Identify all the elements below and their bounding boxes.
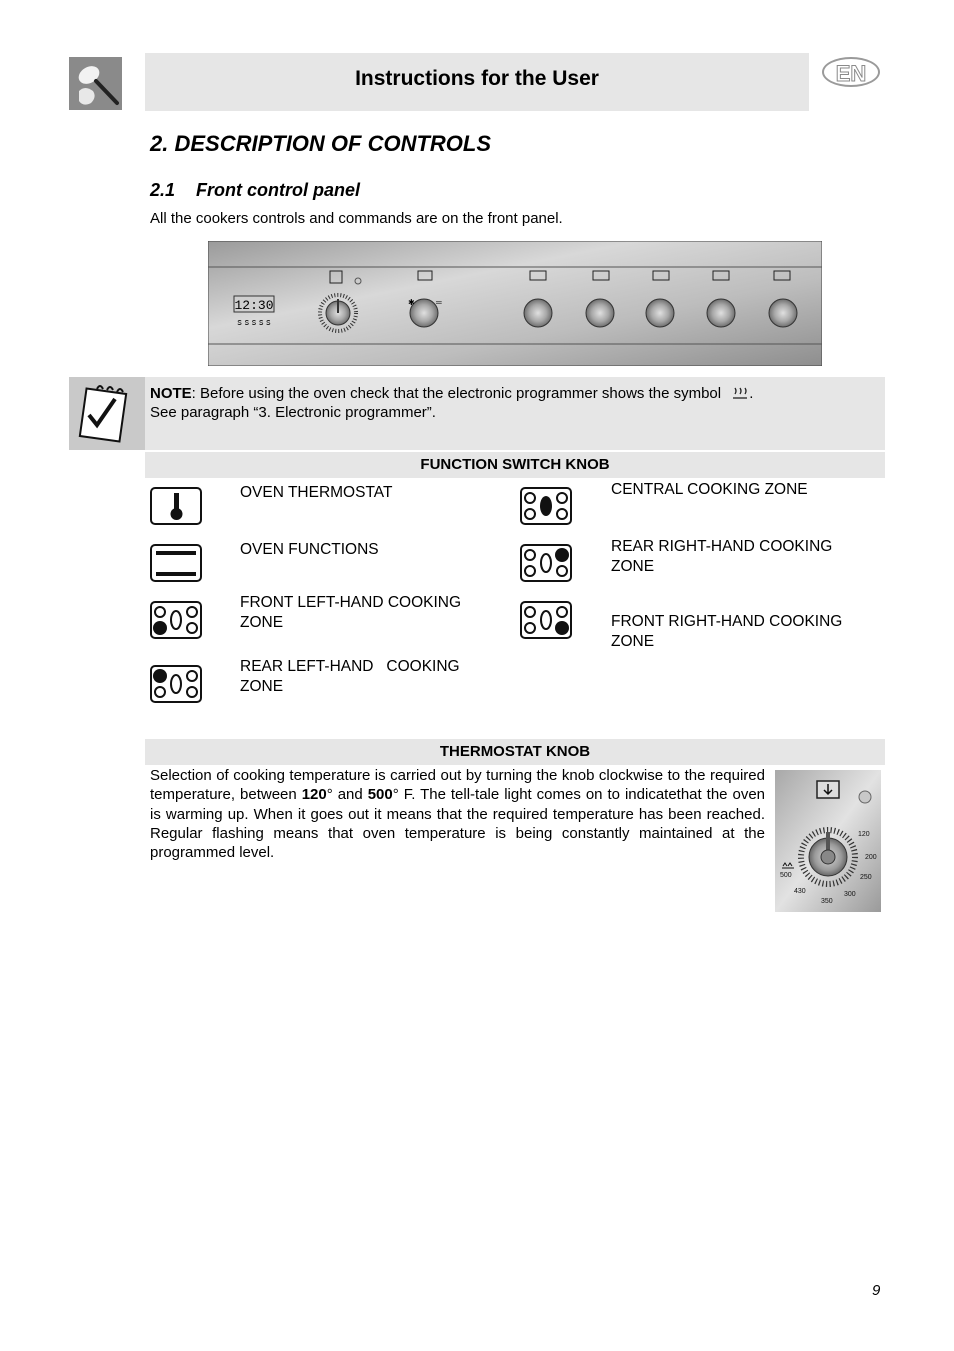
- intro-text: All the cookers controls and commands are on the front panel.: [150, 210, 563, 227]
- subsection-title: [150, 180, 360, 201]
- function-switch-heading: FUNCTION SWITCH KNOB: [145, 452, 885, 478]
- svg-text:ꜱ ꜱ ꜱ ꜱ ꜱ: ꜱ ꜱ ꜱ ꜱ ꜱ: [237, 317, 271, 327]
- scale-300: 300: [844, 891, 856, 898]
- label-central-zone: CENTRAL COOKING ZONE: [611, 481, 808, 498]
- scale-120: 120: [858, 831, 870, 838]
- notepad-check-icon: [69, 377, 145, 450]
- central-zone-icon: [520, 487, 572, 525]
- thermostat-knob-illustration: [775, 770, 881, 912]
- scale-250: 250: [860, 874, 872, 881]
- front-left-zone-icon: [150, 601, 202, 639]
- label-oven-thermostat: OVEN THERMOSTAT: [240, 484, 393, 501]
- scale-430: 430: [794, 888, 806, 895]
- thermostat-max: 500: [367, 786, 393, 804]
- subsection-label: Front control panel: [196, 180, 360, 200]
- thermometer-icon: [150, 487, 202, 525]
- thermostat-heading: THERMOSTAT KNOB: [145, 739, 885, 765]
- svg-text:✱: ✱: [408, 298, 415, 307]
- label-oven-functions: OVEN FUNCTIONS: [240, 541, 379, 558]
- thermostat-min: 120: [301, 786, 327, 804]
- scale-350: 350: [821, 898, 833, 905]
- thermostat-description: [150, 766, 765, 862]
- svg-text:═: ═: [436, 298, 442, 307]
- language-badge: EN: [822, 57, 880, 87]
- note-end: .: [749, 385, 754, 402]
- oven-icon: [150, 544, 202, 582]
- rear-left-zone-icon: [150, 665, 202, 703]
- label-front-left-zone: FRONT LEFT-HAND COOKING ZONE: [240, 594, 462, 631]
- page-number: 9: [872, 1282, 881, 1299]
- note-line2: See paragraph “3. Electronic programmer”.: [150, 404, 436, 421]
- scale-200: 200: [865, 854, 877, 861]
- note-label: NOTE: [150, 385, 192, 402]
- front-right-zone-icon: [520, 601, 572, 639]
- note-text: [150, 384, 753, 422]
- subsection-number: 2.1: [150, 180, 176, 200]
- thermostat-text-2: ° and: [326, 786, 368, 804]
- label-front-right-zone: FRONT RIGHT-HAND COOKING ZONE: [611, 613, 843, 650]
- label-rear-right-zone: REAR RIGHT-HAND COOKING ZONE: [611, 538, 833, 575]
- page-header-title: Instructions for the User: [355, 67, 599, 90]
- front-control-panel-illustration: [208, 241, 822, 366]
- thermostat-text-1: Selection of cooking temperature is carried out by turning the knob clockwise to the required temperature, between: [150, 767, 765, 804]
- chef-spoon-icon: [69, 57, 122, 110]
- rear-right-zone-icon: [520, 544, 572, 582]
- heat-symbol-icon: [731, 386, 749, 400]
- label-rear-left-zone: REAR LEFT-HAND COOKING ZONE: [240, 658, 464, 695]
- thermostat-text-3: ° F. The tell-tale light comes on to indicatethat the oven is warming up. When it goes out it means that the required temperature has been reached. Regular flashing means that oven temperature is being constantly maintained at the programmed level.: [150, 786, 765, 862]
- note-body: : Before using the oven check that the electronic programmer shows the symbol: [191, 385, 722, 402]
- scale-500: 500: [780, 872, 792, 879]
- section-title: 2. DESCRIPTION OF CONTROLS: [150, 131, 492, 156]
- display-time: 12:30: [234, 298, 274, 313]
